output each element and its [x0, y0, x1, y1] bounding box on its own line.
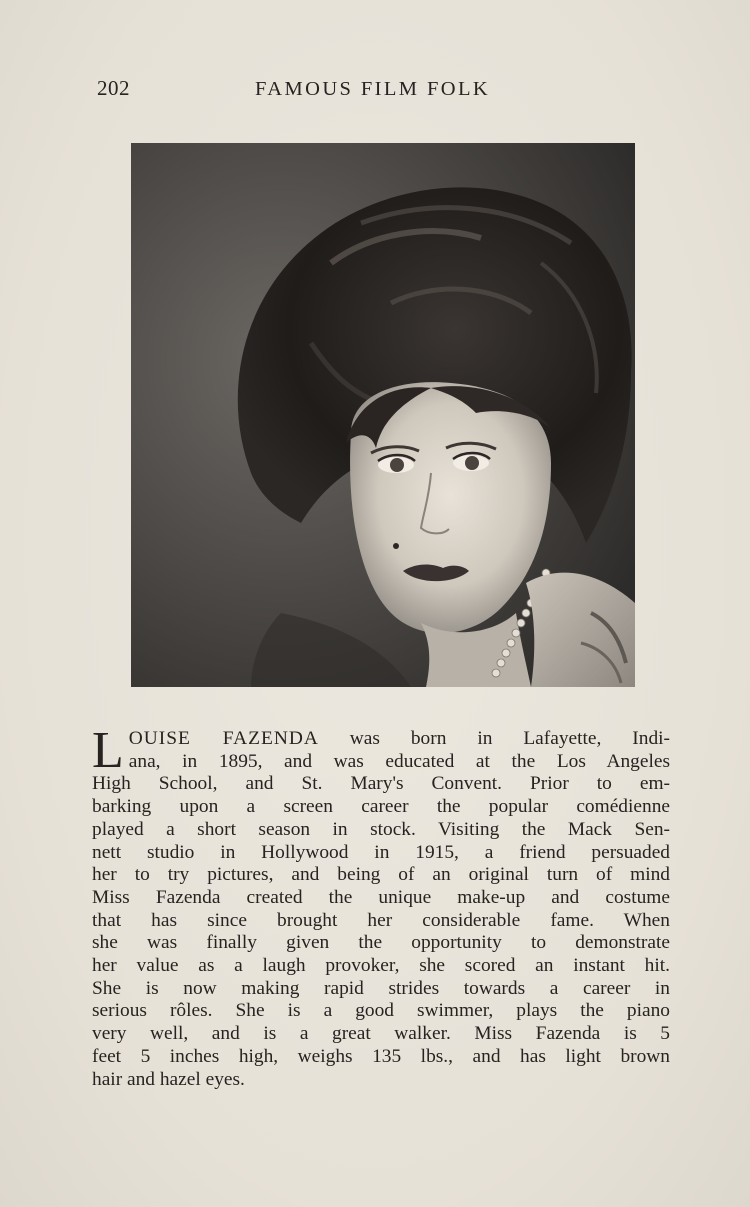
portrait-photo	[131, 143, 635, 687]
portrait-image	[131, 143, 635, 687]
text-line: She is now making rapid strides towards a career in	[92, 977, 670, 999]
text-line: feet 5 inches high, weighs 135 lbs., and has light brown	[92, 1045, 670, 1067]
text-line: very well, and is a great walker. Miss Fazenda is 5	[92, 1023, 670, 1045]
text-line: nett studio in Hollywood in 1915, a friend persuaded	[92, 841, 670, 863]
text-line: that has since brought her considerable fame. When	[92, 909, 670, 931]
text-line: played a short season in stock. Visiting the Mack Sen-	[92, 818, 670, 840]
text-line: her value as a laugh provoker, she scored an instant hit.	[92, 955, 670, 977]
running-title: FAMOUS FILM FOLK	[255, 78, 491, 100]
text-line	[129, 728, 670, 751]
text-line: barking upon a screen career the popular comédienne	[92, 796, 670, 818]
text-line: serious rôles. She is a good swimmer, plays the piano	[92, 1000, 670, 1022]
drop-cap: L	[92, 722, 124, 779]
lead-caps: OUISE FAZENDA	[128, 728, 319, 749]
text-line: High School, and St. Mary's Convent. Prior to em-	[92, 773, 670, 795]
text-line: her to try pictures, and being of an original turn of mind	[92, 864, 670, 886]
text-line: Miss Fazenda created the unique make-up and costume	[92, 886, 670, 908]
biography-text	[92, 722, 670, 1091]
text-line: hair and hazel eyes.	[92, 1068, 245, 1090]
text-line: ana, in 1895, and was educated at the Los Angeles	[128, 750, 670, 772]
line-text: was born in Lafayette, Indi-	[318, 728, 670, 749]
text-line: she was finally given the opportunity to demonstrate	[92, 932, 670, 954]
page-number: 202	[97, 76, 130, 100]
